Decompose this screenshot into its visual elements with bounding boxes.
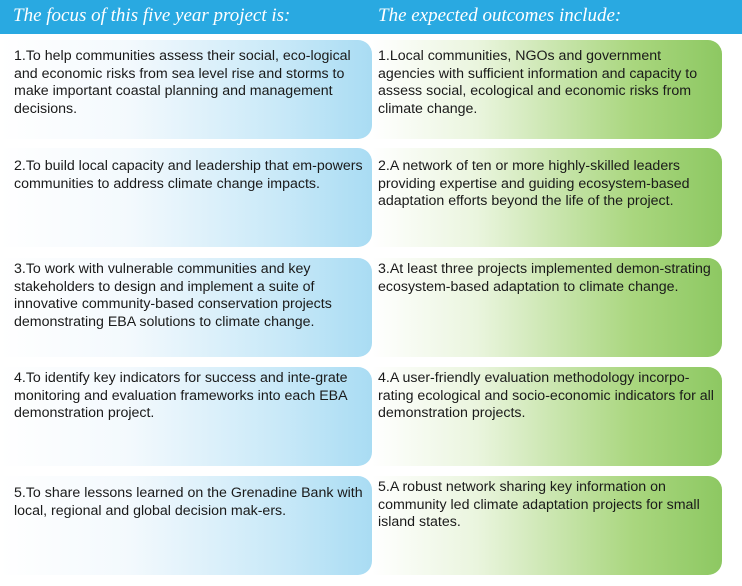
focus-heading: The focus of this five year project is:	[13, 5, 291, 26]
outcome-item-3: 3.At least three projects implemented demon-strating ecosystem-based adaptation to climate change.	[372, 258, 722, 357]
focus-item-1: 1.To help communities assess their social, eco-logical and economic risks from sea level rise and storms to make important coastal planning and management decisions.	[0, 40, 372, 139]
focus-item-2: 2.To build local capacity and leadership that em-powers communities to address climate change impacts.	[0, 148, 372, 247]
outcome-item-1: 1.Local communities, NGOs and government agencies with sufficient information and capacity to assess social, ecological and economic risks from climate change.	[372, 40, 722, 139]
focus-item-3: 3.To work with vulnerable communities and key stakeholders to design and implement a suite of innovative community-based conservation projects demonstrating EBA solutions to climate change.	[0, 258, 372, 357]
outcomes-heading: The expected outcomes include:	[378, 5, 622, 26]
outcome-item-2: 2.A network of ten or more highly-skilled leaders providing expertise and guiding ecosystem-based adaptation efforts beyond the life of the project.	[372, 148, 722, 247]
outcome-item-5: 5.A robust network sharing key information on community led climate adaptation projects for small island states.	[372, 476, 722, 575]
outcome-item-4: 4.A user-friendly evaluation methodology incorpo-rating ecological and socio-economic indicators for all demonstration projects.	[372, 367, 722, 466]
header-bar	[0, 0, 742, 34]
focus-item-5: 5.To share lessons learned on the Grenadine Bank with local, regional and global decision mak-ers.	[0, 476, 372, 575]
focus-item-4: 4.To identify key indicators for success and inte-grate monitoring and evaluation frameworks into each EBA demonstration project.	[0, 367, 372, 466]
